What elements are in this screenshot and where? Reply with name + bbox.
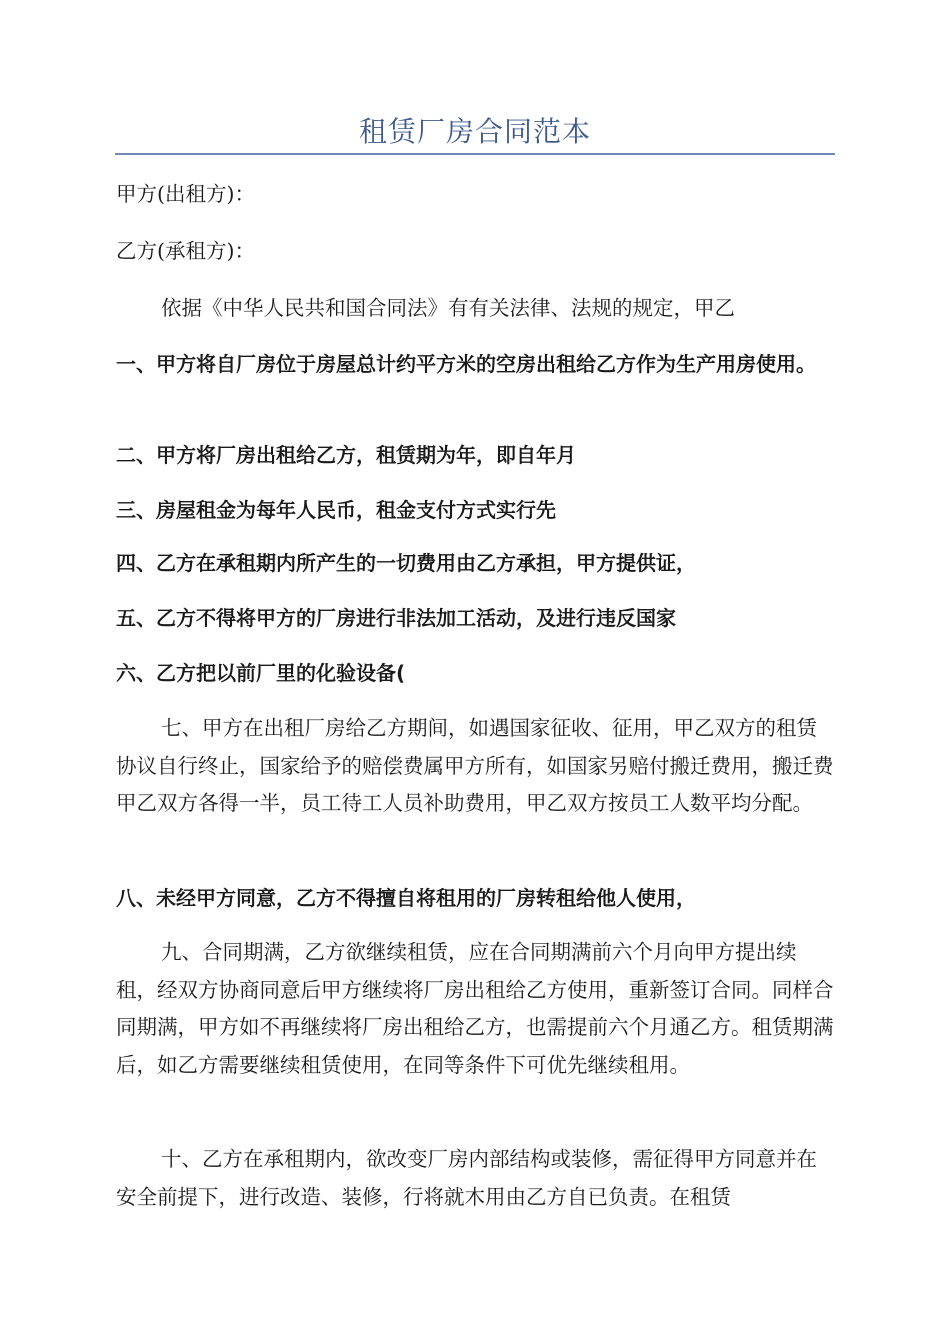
clause-6: 六、乙方把以前厂里的化验设备( — [116, 661, 406, 685]
party-b-line: 乙方(承租方)： — [116, 239, 255, 263]
party-a-line: 甲方(出租方)： — [116, 182, 255, 206]
clause-5: 五、乙方不得将甲方的厂房进行非法加工活动，及进行违反国家 — [116, 606, 676, 630]
clause-9: 九、合同期满，乙方欲继续租赁，应在合同期满前六个月向甲方提出续租，经双方协商同意后甲方继续将厂房出租给乙方使用，重新签订合同。同样合同期满，甲方如不再继续将厂房出租给乙方，也需提前六个月通乙方。租赁期满后，如乙方需要继续租赁使用，在同等条件下可优先继续租用。 — [116, 940, 834, 1077]
clause-3: 三、房屋租金为每年人民币，租金支付方式实行先 — [116, 498, 556, 522]
title-divider — [115, 153, 835, 155]
clause-4: 四、乙方在承租期内所产生的一切费用由乙方承担，甲方提供证， — [116, 551, 696, 575]
clause-8: 八、未经甲方同意，乙方不得擅自将租用的厂房转租给他人使用， — [116, 886, 696, 910]
page-title: 租赁厂房合同范本 — [358, 115, 591, 148]
clause-7: 七、甲方在出租厂房给乙方期间，如遇国家征收、征用，甲乙双方的租赁协议自行终止，国家给予的赔偿费属甲方所有，如国家另赔付搬迁费用，搬迁费甲乙双方各得一半，员工待工人员补助费用，甲乙双方按员工人数平均分配。 — [116, 716, 834, 815]
clause-1: 一、甲方将自厂房位于房屋总计约平方米的空房出租给乙方作为生产用房使用。 — [116, 352, 816, 376]
clause-2: 二、甲方将厂房出租给乙方，租赁期为年，即自年月 — [116, 443, 576, 467]
clause-10: 十、乙方在承租期内，欲改变厂房内部结构或装修，需征得甲方同意并在安全前提下，进行改造、装修，行将就木用由乙方自已负责。在租赁 — [116, 1147, 817, 1209]
intro-paragraph: 依据《中华人民共和国合同法》有有关法律、法规的规定，甲乙 — [161, 296, 735, 320]
